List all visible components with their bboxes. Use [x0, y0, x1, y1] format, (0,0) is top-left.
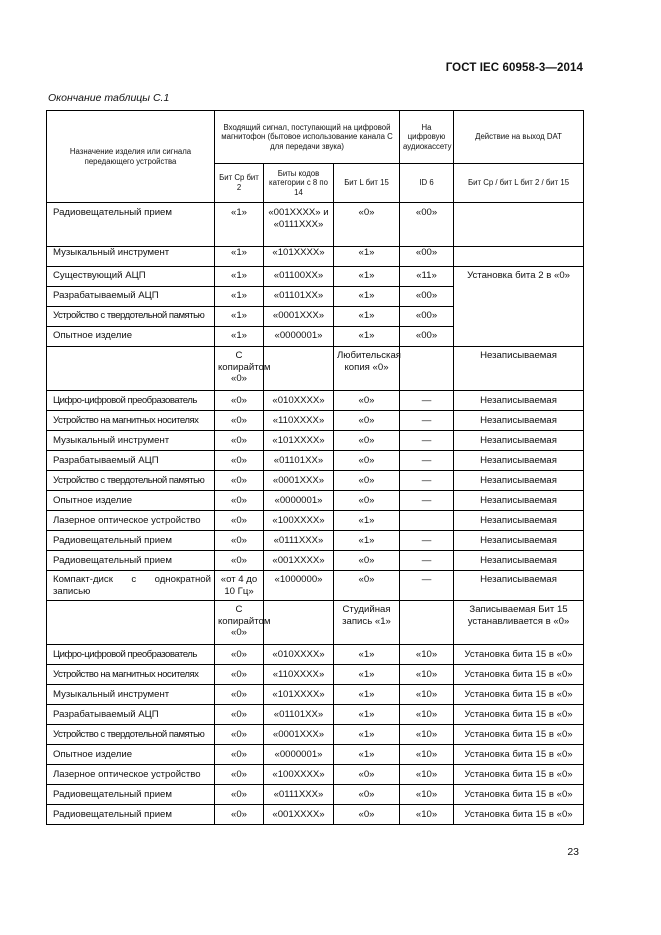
- row-cp: «0»: [215, 431, 264, 451]
- row-name: Музыкальный инструмент: [47, 247, 215, 267]
- row-cat: «01101XX»: [264, 451, 334, 471]
- row-cp: «0»: [215, 805, 264, 825]
- table-row: [47, 745, 584, 765]
- table-row: [47, 391, 584, 411]
- row-l: «1»: [334, 665, 400, 685]
- row-id6: «11»: [400, 267, 454, 287]
- row-id6: «10»: [400, 665, 454, 685]
- row-action: Незаписываемая: [454, 451, 584, 471]
- row-id6: «00»: [400, 287, 454, 307]
- section-header-action: Незаписываемая: [454, 347, 584, 391]
- row-action: Установка бита 15 в «0»: [454, 665, 584, 685]
- row-cp: «0»: [215, 411, 264, 431]
- section-header-cp: С копирайтом «0»: [215, 601, 264, 645]
- row-cat: «101XXXX»: [264, 431, 334, 451]
- section-header-l: Студийная запись «1»: [334, 601, 400, 645]
- header-input-signal: Входящий сигнал, поступающий на цифровой магнитофон (бытовое использование канала С для передачи звука): [215, 111, 400, 164]
- row-cp: «0»: [215, 471, 264, 491]
- row-id6: [400, 601, 454, 645]
- row-cat: «010XXXX»: [264, 645, 334, 665]
- table-row: [47, 571, 584, 601]
- row-action: Установка бита 15 в «0»: [454, 645, 584, 665]
- row-id6: «10»: [400, 685, 454, 705]
- row-name: Радиовещательный прием: [47, 805, 215, 825]
- row-id6: «10»: [400, 645, 454, 665]
- row-l: «1»: [334, 327, 400, 347]
- row-action: Незаписываемая: [454, 491, 584, 511]
- row-l: «0»: [334, 431, 400, 451]
- row-cat: «100XXXX»: [264, 765, 334, 785]
- row-cp: «0»: [215, 551, 264, 571]
- row-cat: «101XXXX»: [264, 685, 334, 705]
- row-cp: «1»: [215, 247, 264, 267]
- row-action: Установка бита 2 в «0»: [454, 267, 584, 347]
- table-row: [47, 765, 584, 785]
- row-l: «1»: [334, 705, 400, 725]
- row-id6: —: [400, 391, 454, 411]
- row-action: Установка бита 15 в «0»: [454, 785, 584, 805]
- section-header-row: [47, 347, 584, 391]
- row-name: Устройство с твердотельной памятью: [47, 307, 215, 327]
- row-id6: —: [400, 451, 454, 471]
- row-cat: «01101XX»: [264, 705, 334, 725]
- row-cat: [264, 601, 334, 645]
- table-row: [47, 645, 584, 665]
- table-row: [47, 531, 584, 551]
- row-cp: «от 4 до 10 Гц»: [215, 571, 264, 601]
- row-l: «0»: [334, 551, 400, 571]
- row-cp: «1»: [215, 203, 264, 247]
- row-cat: [264, 347, 334, 391]
- row-id6: «00»: [400, 307, 454, 327]
- row-l: «0»: [334, 571, 400, 601]
- row-action: Незаписываемая: [454, 511, 584, 531]
- row-l: «1»: [334, 247, 400, 267]
- row-cat: «0000001»: [264, 491, 334, 511]
- page-number: 23: [567, 846, 579, 858]
- row-cat: «001XXXX»: [264, 551, 334, 571]
- header-dat-action: Действие на выход DAT: [454, 111, 584, 164]
- table-row: [47, 511, 584, 531]
- row-l: «1»: [334, 531, 400, 551]
- row-action: Незаписываемая: [454, 471, 584, 491]
- table-row: [47, 491, 584, 511]
- header-purpose: Назначение изделия или сигнала передающего устройства: [47, 111, 215, 203]
- table-row: [47, 785, 584, 805]
- row-cat: «01100XX»: [264, 267, 334, 287]
- row-id6: —: [400, 551, 454, 571]
- row-name: Опытное изделие: [47, 491, 215, 511]
- row-id6: —: [400, 531, 454, 551]
- row-l: «1»: [334, 745, 400, 765]
- row-name: Компакт-диск с однократной записью: [47, 571, 215, 601]
- row-id6: «10»: [400, 705, 454, 725]
- section-header-cp: С копирайтом «0»: [215, 347, 264, 391]
- row-l: «1»: [334, 725, 400, 745]
- header-bit-cp: Бит Ср бит 2: [215, 164, 264, 203]
- row-cat: «0000001»: [264, 327, 334, 347]
- row-action: Установка бита 15 в «0»: [454, 685, 584, 705]
- table-row: [47, 665, 584, 685]
- row-cp: «1»: [215, 287, 264, 307]
- table-row: [47, 203, 584, 247]
- table-row: [47, 705, 584, 725]
- row-cat: «0111XXX»: [264, 785, 334, 805]
- row-cp: «0»: [215, 725, 264, 745]
- data-table: [46, 110, 584, 825]
- row-id6: [400, 511, 454, 531]
- row-cat: «0001XXX»: [264, 725, 334, 745]
- table-row: [47, 725, 584, 745]
- row-name: Существующий АЦП: [47, 267, 215, 287]
- row-cp: «0»: [215, 665, 264, 685]
- table-row: [47, 471, 584, 491]
- row-name: Опытное изделие: [47, 327, 215, 347]
- row-name: Радиовещательный прием: [47, 551, 215, 571]
- row-name: Радиовещательный прием: [47, 531, 215, 551]
- row-l: «0»: [334, 391, 400, 411]
- row-name: Устройство на магнитных носителях: [47, 411, 215, 431]
- row-name: [47, 601, 215, 645]
- row-cp: «1»: [215, 307, 264, 327]
- row-l: «0»: [334, 805, 400, 825]
- row-name: Цифро-цифровой преобразователь: [47, 645, 215, 665]
- row-cp: «0»: [215, 785, 264, 805]
- table-row: [47, 247, 584, 267]
- header-category-bits: Биты кодов категории с 8 по 14: [264, 164, 334, 203]
- row-name: Опытное изделие: [47, 745, 215, 765]
- row-action: Установка бита 15 в «0»: [454, 765, 584, 785]
- row-cp: «0»: [215, 531, 264, 551]
- row-name: [47, 347, 215, 391]
- row-action: [454, 203, 584, 247]
- row-action: Незаписываемая: [454, 571, 584, 601]
- row-cat: «0000001»: [264, 745, 334, 765]
- row-action: Незаписываемая: [454, 431, 584, 451]
- row-cp: «0»: [215, 745, 264, 765]
- row-l: «0»: [334, 491, 400, 511]
- section-header-l: Любительская копия «0»: [334, 347, 400, 391]
- row-id6: «10»: [400, 805, 454, 825]
- row-id6: —: [400, 471, 454, 491]
- row-name: Музыкальный инструмент: [47, 431, 215, 451]
- row-cp: «0»: [215, 451, 264, 471]
- row-cp: «0»: [215, 765, 264, 785]
- row-cat: «0001XXX»: [264, 471, 334, 491]
- row-l: «1»: [334, 307, 400, 327]
- row-cat: «0001XXX»: [264, 307, 334, 327]
- row-name: Цифро-цифровой преобразователь: [47, 391, 215, 411]
- row-l: «0»: [334, 471, 400, 491]
- row-action: Незаписываемая: [454, 531, 584, 551]
- row-cat: «001XXXX»: [264, 805, 334, 825]
- row-cp: «0»: [215, 685, 264, 705]
- row-l: «0»: [334, 203, 400, 247]
- section-header-action: Записываемая Бит 15 устанавливается в «0»: [454, 601, 584, 645]
- row-id6: —: [400, 411, 454, 431]
- row-action: Незаписываемая: [454, 391, 584, 411]
- row-cp: «0»: [215, 645, 264, 665]
- row-action: Незаписываемая: [454, 411, 584, 431]
- row-id6: «00»: [400, 203, 454, 247]
- header-dat-bits: Бит Ср / бит L бит 2 / бит 15: [454, 164, 584, 203]
- row-l: «0»: [334, 451, 400, 471]
- header-bit-l: Бит L бит 15: [334, 164, 400, 203]
- row-cat: «100XXXX»: [264, 511, 334, 531]
- row-l: «1»: [334, 511, 400, 531]
- row-cat: «01101XX»: [264, 287, 334, 307]
- row-l: «0»: [334, 785, 400, 805]
- standard-header: ГОСТ IEC 60958-3—2014: [445, 62, 583, 74]
- row-id6: «10»: [400, 725, 454, 745]
- row-cat: «010XXXX»: [264, 391, 334, 411]
- row-cat: «101XXXX»: [264, 247, 334, 267]
- table-row: [47, 267, 584, 287]
- row-id6: [400, 347, 454, 391]
- table-row: [47, 551, 584, 571]
- row-action: Незаписываемая: [454, 551, 584, 571]
- row-id6: «00»: [400, 247, 454, 267]
- row-id6: —: [400, 571, 454, 601]
- row-cat: «110XXXX»: [264, 411, 334, 431]
- row-cp: «0»: [215, 491, 264, 511]
- row-name: Радиовещательный прием: [47, 785, 215, 805]
- row-id6: —: [400, 491, 454, 511]
- row-cat: «001XXXX» и «0111XXX»: [264, 203, 334, 247]
- row-cp: «0»: [215, 391, 264, 411]
- row-name: Устройство на магнитных носителях: [47, 665, 215, 685]
- row-name: Разрабатываемый АЦП: [47, 287, 215, 307]
- table-row: [47, 431, 584, 451]
- row-action: Установка бита 15 в «0»: [454, 725, 584, 745]
- row-cp: «1»: [215, 327, 264, 347]
- row-name: Музыкальный инструмент: [47, 685, 215, 705]
- row-name: Разрабатываемый АЦП: [47, 705, 215, 725]
- row-cat: «110XXXX»: [264, 665, 334, 685]
- row-l: «1»: [334, 287, 400, 307]
- section-header-row: [47, 601, 584, 645]
- header-id6: ID 6: [400, 164, 454, 203]
- row-l: «0»: [334, 411, 400, 431]
- row-action: [454, 247, 584, 267]
- table-row: [47, 685, 584, 705]
- row-l: «0»: [334, 765, 400, 785]
- table-row: [47, 805, 584, 825]
- row-l: «1»: [334, 267, 400, 287]
- row-id6: «10»: [400, 785, 454, 805]
- row-l: «1»: [334, 645, 400, 665]
- row-cat: «0111XXX»: [264, 531, 334, 551]
- row-id6: —: [400, 431, 454, 451]
- table-caption: Окончание таблицы С.1: [48, 92, 170, 104]
- row-id6: «10»: [400, 765, 454, 785]
- row-action: Установка бита 15 в «0»: [454, 745, 584, 765]
- row-name: Устройство с твердотельной памятью: [47, 725, 215, 745]
- row-l: «1»: [334, 685, 400, 705]
- row-name: Разрабатываемый АЦП: [47, 451, 215, 471]
- row-cp: «1»: [215, 267, 264, 287]
- row-name: Лазерное оптическое устройство: [47, 765, 215, 785]
- header-digital-cassette: На цифровую аудиокассету: [400, 111, 454, 164]
- row-name: Лазерное оптическое устройство: [47, 511, 215, 531]
- row-cat: «1000000»: [264, 571, 334, 601]
- row-cp: «0»: [215, 511, 264, 531]
- row-action: Установка бита 15 в «0»: [454, 705, 584, 725]
- row-id6: «10»: [400, 745, 454, 765]
- row-name: Устройство с твердотельной памятью: [47, 471, 215, 491]
- table-row: [47, 411, 584, 431]
- row-id6: «00»: [400, 327, 454, 347]
- row-cp: «0»: [215, 705, 264, 725]
- row-name: Радиовещательный прием: [47, 203, 215, 247]
- table-row: [47, 451, 584, 471]
- row-action: Установка бита 15 в «0»: [454, 805, 584, 825]
